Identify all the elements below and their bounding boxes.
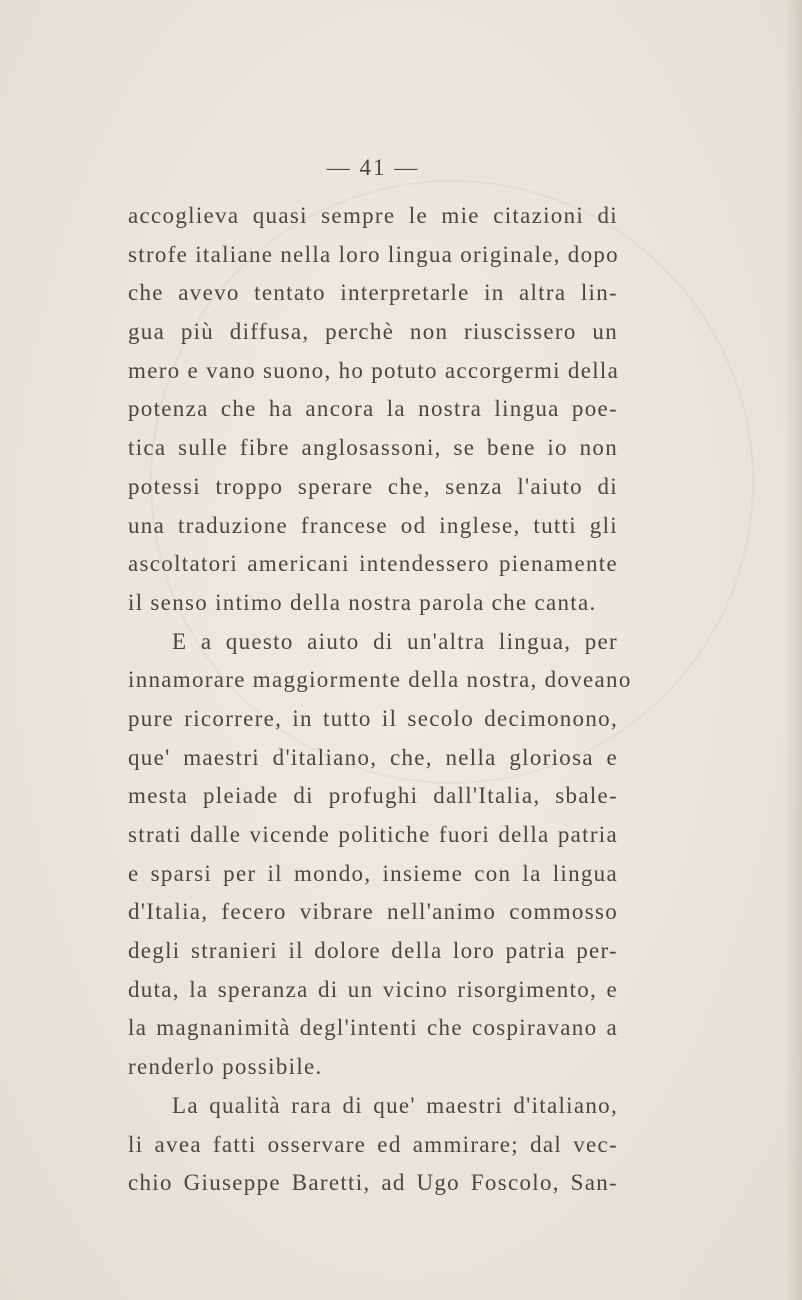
body-text [128, 197, 632, 1203]
text-line: d'Italia, fecero vibrare nell'animo commosso [128, 899, 618, 925]
text-line: accoglieva quasi sempre le mie citazioni di [128, 203, 618, 228]
text-line: degli stranieri il dolore della loro patria per- [128, 938, 618, 964]
text-line: una traduzione francese od inglese, tutti gli [128, 512, 618, 538]
text-line: que' maestri d'italiano, che, nella gloriosa e [128, 744, 618, 770]
text-line: che avevo tentato interpretarle in altra lin- [128, 280, 618, 306]
text-line: pure ricorrere, in tutto il secolo decimonono, [128, 705, 618, 731]
text-line: tica sulle fibre anglosassoni, se bene io non [128, 435, 618, 461]
text-line: innamorare maggiormente della nostra, doveano [128, 667, 632, 693]
text-line: potessi troppo sperare che, senza l'aiuto di [128, 473, 618, 499]
text-line: duta, la speranza di un vicino risorgimento, e [128, 976, 618, 1002]
text-line: chio Giuseppe Baretti, ad Ugo Foscolo, San- [128, 1170, 618, 1196]
text-line: La qualità rara di que' maestri d'italiano, [172, 1092, 618, 1118]
text-line: E a questo aiuto di un'altra lingua, per [172, 628, 618, 654]
text-line: strati dalle vicende politiche fuori della patria [128, 822, 618, 847]
page-edge-shadow [784, 0, 802, 1300]
text-line: gua più diffusa, perchè non riuscissero un [128, 319, 618, 345]
text-line: potenza che ha ancora la nostra lingua poe- [128, 396, 618, 422]
text-line: mesta pleiade di profughi dall'Italia, sbale- [128, 783, 618, 809]
text-line: li avea fatti osservare ed ammirare; dal vec- [128, 1131, 618, 1157]
text-line: il senso intimo della nostra parola che canta. [128, 589, 597, 615]
text-line: mero e vano suono, ho potuto accorgermi della [128, 357, 620, 383]
text-line: e sparsi per il mondo, insieme con la lingua [128, 860, 618, 886]
text-line: la magnanimità degl'intenti che cospiravano a [128, 1015, 618, 1041]
text-line: renderlo possibile. [128, 1054, 323, 1080]
text-line: ascoltatori americani intendessero pienamente [128, 551, 618, 577]
text-line: strofe italiane nella loro lingua originale, dopo [128, 241, 619, 267]
page-number: — 41 — [326, 155, 420, 180]
